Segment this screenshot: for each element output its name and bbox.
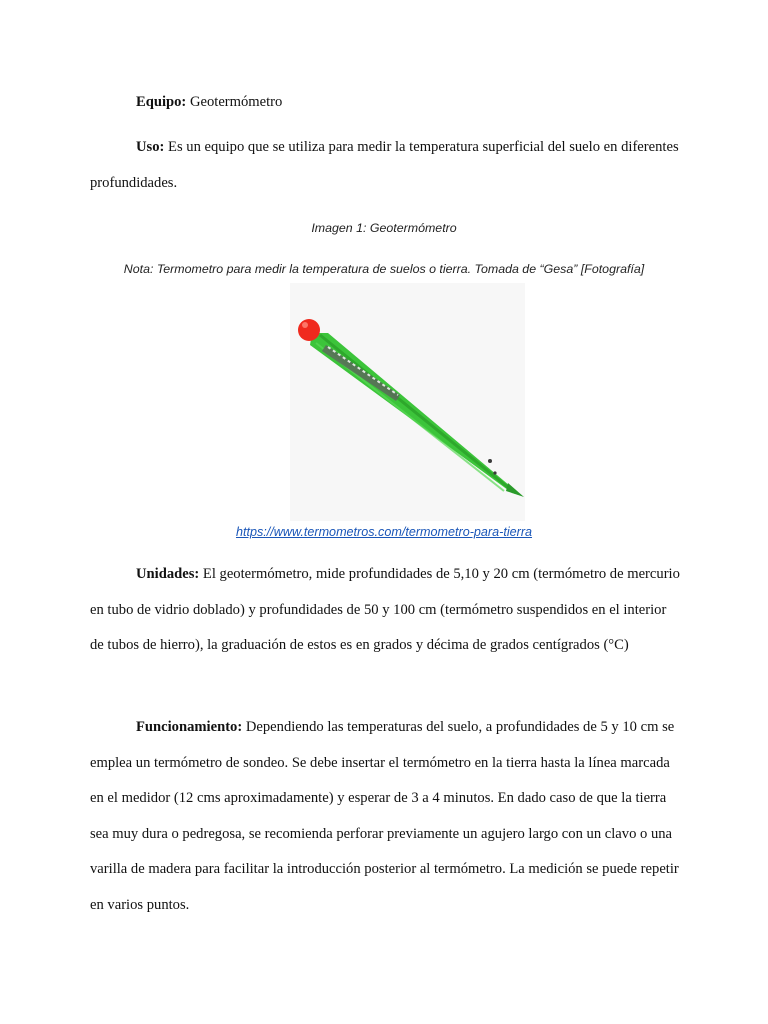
uso-paragraph [90,130,680,201]
geothermometer-photo [290,283,525,521]
funcionamiento-text: Dependiendo las temperaturas del suelo, a profundidades de 5 y 10 cm se emplea un termómetro de sondeo. Se debe insertar el termómetro en la tierra hasta la línea marcada en el medidor (12 cms aproximadamente) y esperar de 3 a 4 minutos. En dado caso de que la tierra sea muy dura o pedregosa, se recomienda perforar previamente un agujero largo con un clavo o una varilla de madera para facilitar la introducción posterior al termómetro. La medición se puede repetir en varios puntos. [90,719,679,913]
unidades-label: Unidades: [136,566,200,582]
equipo-paragraph [90,85,680,121]
unidades-paragraph [90,557,680,664]
equipo-label: Equipo: [136,94,187,110]
uso-text: Es un equipo que se utiliza para medir la temperatura superficial del suelo en diferentes profundidades. [90,139,679,191]
uso-label: Uso: [136,139,165,155]
equipo-text: Geotermómetro [186,94,283,110]
figure-source-link[interactable]: https://www.termometros.com/termometro-para-tierra [235,525,533,539]
unidades-text: El geotermómetro, mide profundidades de 5,10 y 20 cm (termómetro de mercurio en tubo de vidrio doblado) y profundidades de 50 y 100 cm (termómetro suspendidos en el interior de tubos de hierro), la graduación de estos es en grados y décima de grados centígrados (°C) [90,566,680,653]
figure-caption-note: Nota: Termometro para medir la temperatura de suelos o tierra. Tomada de “Gesa” [Fotografía] [123,262,645,276]
funcionamiento-label: Funcionamiento: [136,719,243,735]
soil-thermometer-icon [290,283,525,521]
funcionamiento-paragraph [90,710,680,923]
figure-caption-title: Imagen 1: Geotermómetro [311,221,457,235]
